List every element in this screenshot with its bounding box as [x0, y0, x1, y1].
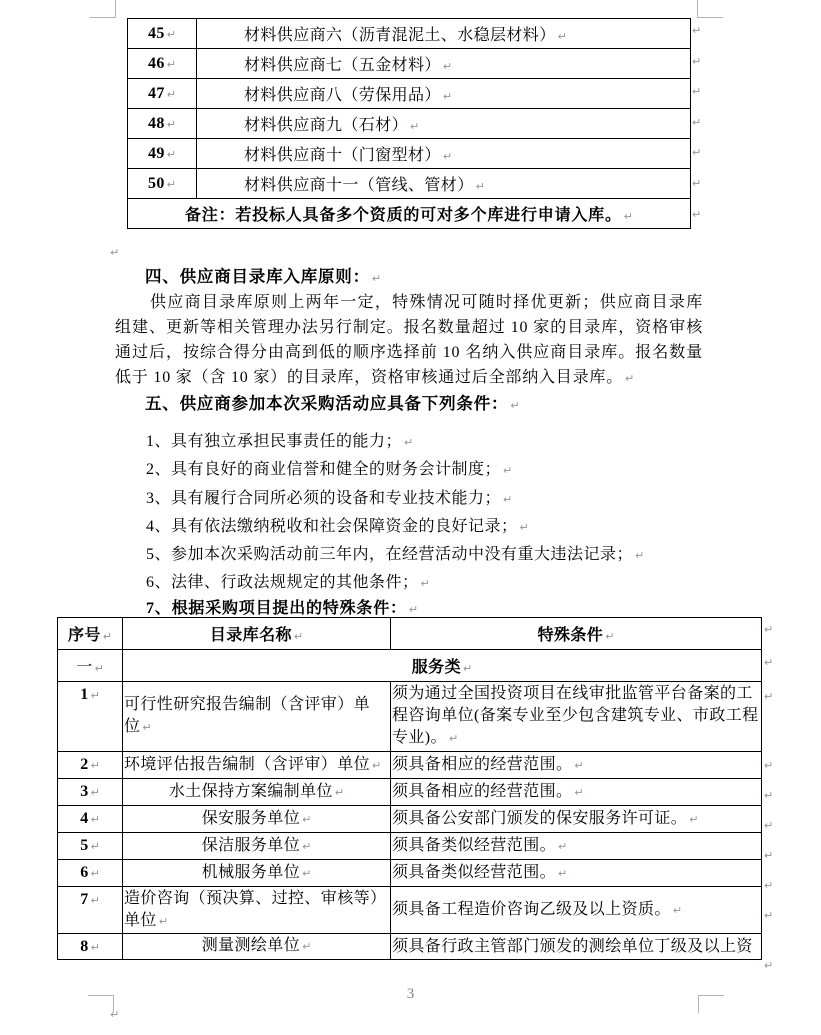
row-end-mark-icon: ↵	[764, 819, 774, 832]
supplier-note-cell: 备注：若投标人具备多个资质的可对多个库进行申请入库。 ↵	[128, 199, 691, 229]
paragraph-mark-icon: ↵	[510, 399, 520, 412]
paragraph-mark-icon: ↵	[635, 549, 645, 563]
paragraph-mark-icon: ↵	[372, 758, 382, 772]
paragraph-mark-icon: ↵	[623, 210, 634, 223]
row-number-cell: 50 ↵	[128, 169, 197, 199]
row-number-cell: 48 ↵	[128, 109, 197, 139]
supplier-name-cell: 材料供应商七（五金材料） ↵	[197, 49, 691, 79]
column-header-cell: 序号 ↵	[58, 618, 123, 650]
catalog-name-cell: 测量测绘单位 ↵	[123, 934, 391, 960]
row-number-cell: 49 ↵	[128, 139, 197, 169]
row-end-mark-icon: ↵	[764, 789, 774, 802]
paragraph-mark-icon: ↵	[166, 117, 177, 131]
supplier-name-cell: 材料供应商十（门窗型材） ↵	[197, 139, 691, 169]
paragraph-mark-icon: ↵	[90, 689, 100, 702]
category-row	[58, 650, 762, 682]
catalog-name-cell: 机械服务单位 ↵	[123, 860, 391, 887]
supplier-row	[128, 79, 691, 109]
row-end-mark-icon: ↵	[692, 177, 702, 190]
row-number-cell: 45 ↵	[128, 19, 197, 49]
paragraph-mark-icon: ↵	[302, 940, 312, 953]
paragraph-mark-icon: ↵	[166, 87, 177, 101]
row-end-mark-icon: ↵	[692, 207, 702, 221]
row-end-mark-icon: ↵	[764, 690, 774, 703]
supplier-row	[128, 139, 691, 169]
special-table-row	[58, 887, 762, 934]
text-boundary-corner-top-right-icon	[697, 0, 723, 18]
special-table-row	[58, 779, 762, 806]
catalog-name-cell: 保安服务单位 ↵	[123, 806, 391, 833]
row-number-cell: 3 ↵	[58, 779, 123, 806]
row-end-mark-icon: ↵	[692, 24, 702, 37]
condition-item: 4、具有依法缴纳税收和社会保障资金的良好记录； ↵	[146, 517, 529, 535]
paragraph-mark-icon: ↵	[102, 630, 113, 643]
section-5-heading	[115, 390, 745, 414]
row-end-mark-icon: ↵	[692, 85, 702, 99]
special-table-row	[58, 934, 762, 960]
condition-item: 3、具有履行合同所必须的设备和专业技术能力； ↵	[146, 489, 513, 507]
paragraph-mark-icon: ↵	[293, 630, 304, 643]
special-condition-cell: 须具备类似经营范围。 ↵	[391, 833, 762, 860]
row-end-mark-icon: ↵	[764, 623, 774, 636]
supplier-row	[128, 49, 691, 79]
supplier-row	[128, 19, 691, 49]
supplier-name-cell: 材料供应商八（劳保用品） ↵	[197, 79, 691, 109]
paragraph-mark-icon: ↵	[574, 758, 584, 772]
paragraph-mark-icon: ↵	[158, 914, 169, 928]
supplier-name-cell: 材料供应商十一（管线、管材） ↵	[197, 169, 691, 199]
row-end-mark-icon: ↵	[692, 54, 702, 68]
row-number-cell: 47 ↵	[128, 79, 197, 109]
paragraph-mark-icon: ↵	[94, 662, 104, 675]
special-table-row	[58, 860, 762, 887]
paragraph-mark-icon: ↵	[90, 941, 100, 954]
row-end-mark-icon: ↵	[764, 959, 774, 972]
special-condition-cell: 须为通过全国投资项目在线审批监管平台备案的工程咨询单位(备案专业至少包含建筑专业、市政工程专业)。 ↵	[391, 682, 762, 752]
row-end-mark-icon: ↵	[764, 759, 774, 772]
special-condition-cell: 须具备相应的经营范围。 ↵	[391, 779, 762, 806]
column-header-cell: 特殊条件 ↵	[391, 618, 762, 650]
paragraph-mark-icon: ↵	[90, 840, 100, 853]
paragraph-mark-icon: ↵	[90, 786, 100, 799]
row-number-cell: 1 ↵	[58, 682, 123, 752]
paragraph-mark-icon: ↵	[519, 520, 529, 534]
paragraph-mark-icon: ↵	[689, 812, 699, 826]
paragraph-mark-icon: ↵	[410, 120, 420, 133]
paragraph-mark-icon: ↵	[166, 57, 177, 71]
paragraph-mark-icon: ↵	[166, 27, 177, 41]
paragraph-mark-icon: ↵	[90, 813, 100, 826]
text-boundary-corner-top-left-icon	[90, 0, 116, 18]
special-condition-cell: 须具备类似经营范围。 ↵	[391, 860, 762, 887]
supplier-row	[128, 169, 691, 199]
special-table-row	[58, 833, 762, 860]
column-header-cell: 目录库名称 ↵	[123, 618, 391, 650]
row-number-cell: 7 ↵	[58, 887, 123, 934]
paragraph-mark-icon: ↵	[605, 630, 615, 643]
paragraph-mark-icon: ↵	[420, 577, 430, 591]
paragraph-mark-icon: ↵	[475, 180, 485, 193]
catalog-name-cell: 造价咨询（预决算、过控、审核等）单位 ↵	[123, 887, 391, 934]
supplier-note-row	[128, 199, 691, 229]
row-end-mark-icon: ↵	[764, 909, 774, 922]
paragraph-mark-icon: ↵	[503, 464, 513, 478]
paragraph-mark-icon: ↵	[408, 603, 419, 616]
section-4-heading-text: 四、供应商目录库入库原则：	[145, 267, 370, 286]
row-number-cell: 4 ↵	[58, 806, 123, 833]
special-condition-cell: 须具备行政主管部门颁发的测绘单位丁级及以上资	[391, 934, 762, 960]
paragraph-mark-icon: ↵	[442, 60, 453, 73]
catalog-name-cell: 保洁服务单位 ↵	[123, 833, 391, 860]
paragraph-mark-icon: ↵	[90, 894, 100, 907]
paragraph-mark-icon: ↵	[142, 721, 152, 734]
paragraph-mark-icon: ↵	[558, 839, 568, 853]
paragraph-mark-icon: ↵	[302, 812, 312, 826]
paragraph-mark-icon: ↵	[302, 839, 312, 853]
paragraph-mark-icon: ↵	[625, 372, 635, 385]
paragraph-mark-icon: ↵	[448, 732, 459, 745]
paragraph-mark-icon: ↵	[110, 1008, 120, 1021]
supplier-name-cell: 材料供应商六（沥青混泥土、水稳层材料） ↵	[197, 19, 691, 49]
catalog-name-cell: 水土保持方案编制单位 ↵	[123, 779, 391, 806]
paragraph-mark-icon: ↵	[334, 785, 345, 799]
paragraph-mark-icon: ↵	[462, 662, 473, 675]
paragraph-mark-icon: ↵	[166, 177, 177, 191]
paragraph-mark-icon: ↵	[90, 867, 100, 880]
row-number-cell: 6 ↵	[58, 860, 123, 887]
condition-item: 6、法律、行政法规规定的其他条件； ↵	[146, 574, 430, 592]
page-number: 3	[406, 986, 415, 1002]
section-4-paragraph-text: 供应商目录库原则上两年一定，特殊情况可随时择优更新；供应商目录库组建、更新等相关管理办法另行制定。报名数量超过 10 家的目录库，资格审核通过后，按综合得分由高到低的顺序选择前 10 名纳入供应商目录库。报名数量低于 10 家（含 10 家）的目录库，资格审核通过后全部纳入目录库。	[115, 294, 703, 386]
row-number-cell: 46 ↵	[128, 49, 197, 79]
special-condition-cell: 须具备公安部门颁发的保安服务许可证。 ↵	[391, 806, 762, 833]
special-conditions-table	[57, 617, 762, 960]
paragraph-mark-icon: ↵	[404, 436, 414, 449]
row-end-mark-icon: ↵	[692, 146, 702, 160]
paragraph-mark-icon: ↵	[442, 150, 453, 163]
category-label-cell: 服务类 ↵	[123, 650, 762, 682]
paragraph-mark-icon: ↵	[574, 785, 584, 799]
paragraph-mark-icon: ↵	[302, 866, 312, 880]
paragraph-mark-icon: ↵	[503, 492, 513, 506]
paragraph-mark-icon: ↵	[110, 246, 120, 259]
paragraph-mark-icon: ↵	[166, 147, 177, 161]
condition-item: 2、具有良好的商业信誉和健全的财务会计制度； ↵	[146, 461, 513, 479]
condition-item-7	[115, 595, 746, 618]
row-end-mark-icon: ↵	[692, 115, 702, 129]
row-number-cell: 2 ↵	[58, 752, 123, 779]
paragraph-mark-icon: ↵	[442, 90, 453, 103]
paragraph-mark-icon: ↵	[90, 759, 100, 772]
condition-item-7-text: 7、根据采购项目提出的特殊条件：	[146, 600, 407, 617]
row-number-cell: 5 ↵	[58, 833, 123, 860]
paragraph-mark-icon: ↵	[672, 903, 683, 917]
special-table-row	[58, 752, 762, 779]
special-table-row	[58, 682, 762, 752]
section-4-paragraph	[115, 290, 703, 391]
paragraph-mark-icon: ↵	[557, 30, 567, 43]
condition-item: 5、参加本次采购活动前三年内，在经营活动中没有重大违法记录； ↵	[146, 546, 645, 564]
supplier-row	[128, 109, 691, 139]
paragraph-mark-icon: ↵	[558, 866, 568, 880]
special-condition-cell: 须具备工程造价咨询乙级及以上资质。 ↵	[391, 887, 762, 934]
row-end-mark-icon: ↵	[764, 879, 774, 892]
section-5-heading-text: 五、供应商参加本次采购活动应具备下列条件：	[145, 394, 509, 413]
special-table-row	[58, 806, 762, 833]
row-end-mark-icon: ↵	[764, 656, 774, 669]
condition-item: 1、具有独立承担民事责任的能力； ↵	[146, 433, 414, 450]
row-end-mark-icon: ↵	[764, 849, 774, 862]
section-4-heading	[115, 263, 745, 287]
supplier-name-cell: 材料供应商九（石材） ↵	[197, 109, 691, 139]
paragraph-mark-icon: ↵	[371, 272, 382, 285]
supplier-table	[127, 18, 691, 229]
category-number-cell: 一 ↵	[58, 650, 123, 682]
special-condition-cell: 须具备相应的经营范围。 ↵	[391, 752, 762, 779]
row-number-cell: 8 ↵	[58, 934, 123, 960]
catalog-name-cell: 环境评估报告编制（含评审）单位 ↵	[123, 752, 391, 779]
special-table-header-row	[58, 618, 762, 650]
condition-list	[115, 428, 746, 598]
catalog-name-cell: 可行性研究报告编制（含评审）单位 ↵	[123, 682, 391, 752]
